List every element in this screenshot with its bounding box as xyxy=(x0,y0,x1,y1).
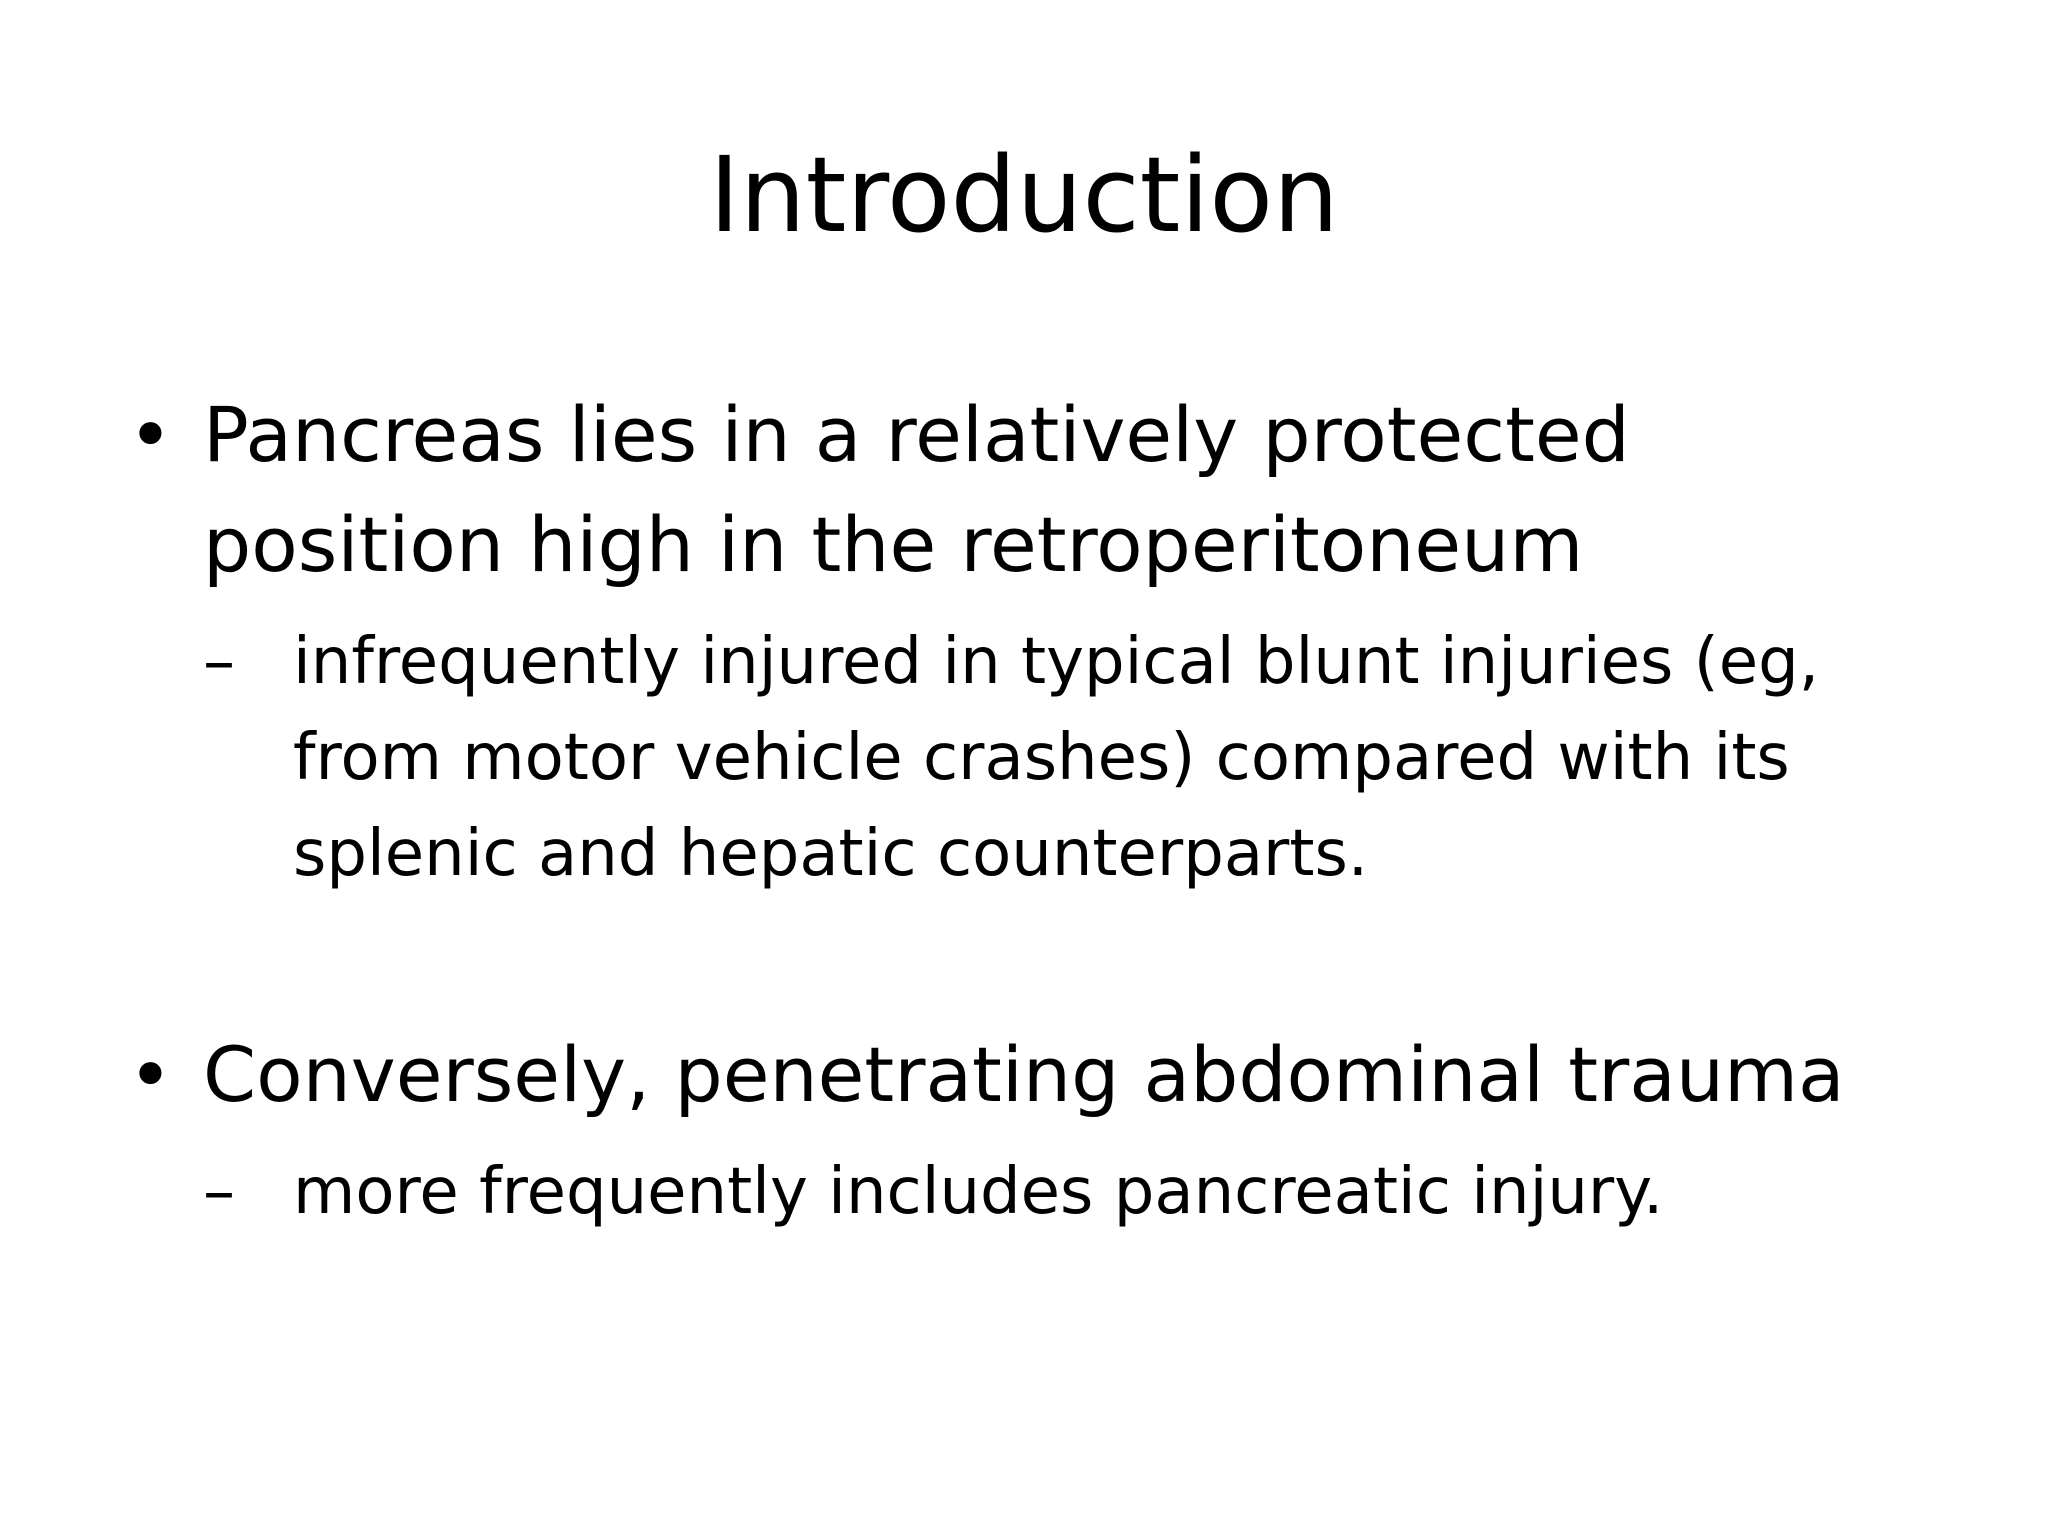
slide-content xyxy=(128,380,1948,1240)
sub-bullet-text: more frequently includes pancreatic injury. xyxy=(293,1155,1664,1229)
sub-bullet-item xyxy=(203,1144,1948,1240)
bullet-text: Pancreas lies in a relatively protected position high in the retroperitoneum xyxy=(203,390,1630,589)
bullet-marker: • xyxy=(128,1030,173,1119)
slide-title: Introduction xyxy=(709,134,1339,256)
bullet-text: Conversely, penetrating abdominal trauma xyxy=(203,1030,1845,1119)
bullet-item xyxy=(128,380,1948,600)
bullet-item xyxy=(128,1020,1948,1130)
bullet-marker: • xyxy=(128,390,173,479)
sub-bullet-item xyxy=(203,614,1948,902)
sub-bullet-marker: – xyxy=(203,1155,235,1229)
sub-bullet-text: infrequently injured in typical blunt injuries (eg, from motor vehicle crashes) compared with its splenic and hepatic counterparts. xyxy=(293,625,1820,891)
sub-bullet-marker: – xyxy=(203,625,235,699)
